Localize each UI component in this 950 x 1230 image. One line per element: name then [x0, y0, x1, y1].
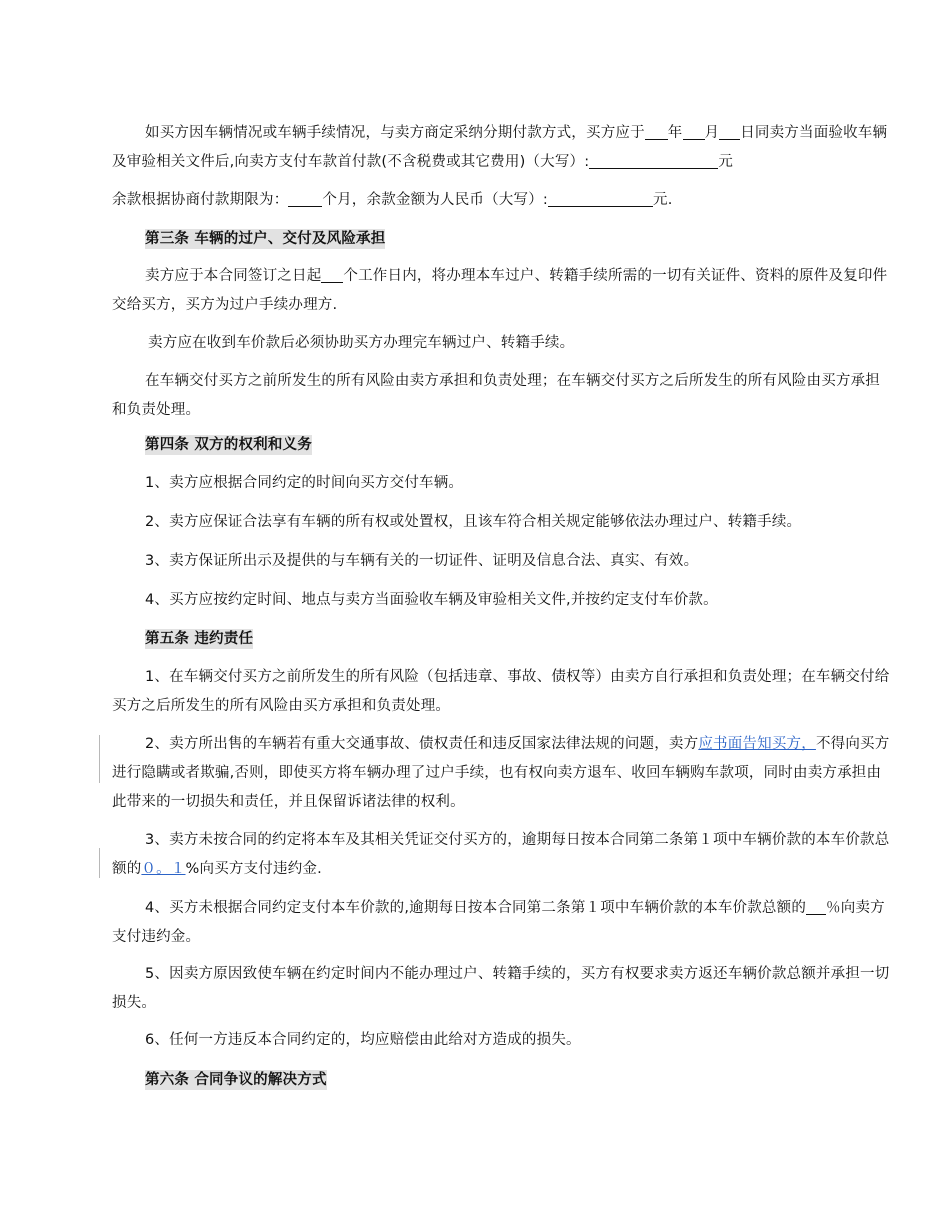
tracked-change-insertion[interactable]: 应书面告知买方，: [698, 736, 816, 752]
clause-5-2: 2、卖方所出售的车辆若有重大交通事故、债权责任和违反国家法律法规的问题，卖方应书面告知买方，不得向买方进行隐瞒或者欺骗,否则，即使买方将车辆办理了过户手续，也有权向卖方退车、收回车辆购车款项，同时由卖方承担由此带来的一切损失和责任，并且保留诉诸法律的权利。: [112, 736, 890, 810]
paragraph-balance-terms: 余款根据协商付款期限为： 个月，余款金额为人民币（大写）: 元.: [112, 186, 890, 215]
blank-year[interactable]: [645, 122, 668, 140]
blank-down-payment-amount[interactable]: [589, 151, 718, 169]
clause-4-2: 2、卖方应保证合法享有车辆的所有权或处置权，且该车符合相关规定能够依法办理过户、转籍手续。: [145, 514, 802, 530]
penalty-rate-value[interactable]: ０。１: [141, 861, 186, 877]
section-heading-5: 第五条 违约责任: [145, 631, 254, 647]
blank-balance-amount[interactable]: [548, 189, 653, 207]
blank-penalty-rate[interactable]: [806, 897, 826, 915]
clause-4-4: 4、买方应按约定时间、地点与卖方当面验收车辆及审验相关文件,并按约定支付车价款。: [145, 592, 718, 608]
blank-working-days[interactable]: [321, 265, 343, 283]
section-heading-4: 第四条 双方的权利和义务: [145, 437, 312, 453]
clause-5-3: 3、卖方未按合同的约定将本车及其相关凭证交付买方的，逾期每日按本合同第二条第１项中车辆价款的本车价款总额的０。１%向买方支付违约金.: [112, 832, 890, 877]
blank-month[interactable]: [683, 122, 705, 140]
paragraph-risk-allocation: 在车辆交付买方之前所发生的所有风险由卖方承担和负责处理；在车辆交付买方之后所发生的所有风险由买方承担和负责处理。: [112, 373, 880, 418]
clause-5-5: 5、因卖方原因致使车辆在约定时间内不能办理过户、转籍手续的，买方有权要求卖方返还车辆价款总额并承担一切损失。: [112, 966, 890, 1011]
blank-day[interactable]: [719, 122, 740, 140]
paragraph-assist-transfer: 卖方应在收到车价款后必须协助买方办理完车辆过户、转籍手续。: [148, 335, 575, 351]
clause-5-4: 4、买方未根据合同约定支付本车价款的,逾期每日按本合同第二条第１项中车辆价款的本车价款总额的 ％向卖方支付违约金。: [112, 894, 890, 952]
paragraph-transfer-documents: 卖方应于本合同签订之日起 个工作日内，将办理本车过户、转籍手续所需的一切有关证件、资料的原件及复印件交给买方，买方为过户手续办理方.: [112, 262, 890, 320]
clause-4-3: 3、卖方保证所出示及提供的与车辆有关的一切证件、证明及信息合法、真实、有效。: [145, 553, 699, 569]
clause-5-1: 1、在车辆交付买方之前所发生的所有风险（包括违章、事故、债权等）由卖方自行承担和负责处理；在车辆交付给买方之后所发生的所有风险由买方承担和负责处理。: [112, 669, 890, 714]
clause-4-1: 1、卖方应根据合同约定的时间向买方交付车辆。: [145, 475, 464, 491]
blank-months[interactable]: [288, 189, 322, 207]
revision-bar: [99, 735, 100, 783]
paragraph-installment-payment: 如买方因车辆情况或车辆手续情况，与卖方商定采纳分期付款方式，买方应于 年 月 日同卖方当面验收车辆及审验相关文件后,向卖方支付车款首付款(不含税费或其它费用)（大写）: 元: [112, 119, 890, 177]
section-heading-6: 第六条 合同争议的解决方式: [145, 1072, 327, 1088]
clause-5-6: 6、任何一方违反本合同约定的，均应赔偿由此给对方造成的损失。: [145, 1032, 581, 1048]
revision-bar: [99, 848, 100, 878]
section-heading-3: 第三条 车辆的过户、交付及风险承担: [145, 231, 386, 247]
